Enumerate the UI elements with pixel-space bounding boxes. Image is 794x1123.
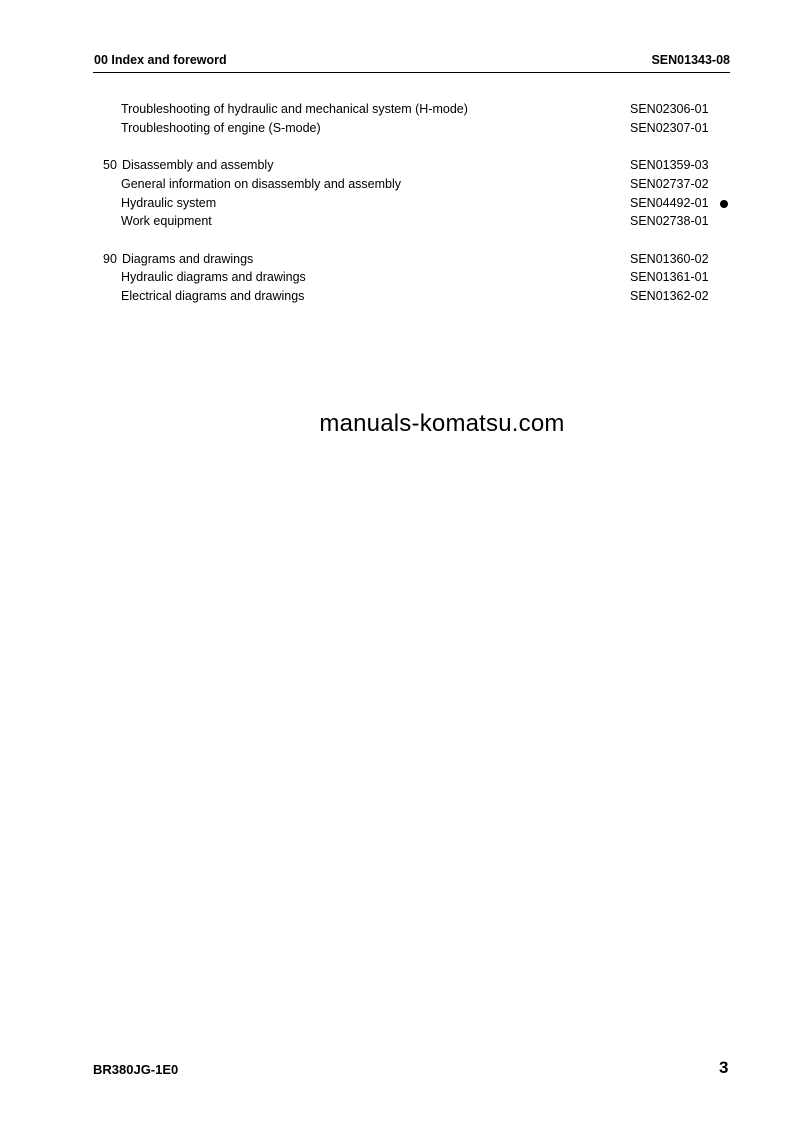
- toc-title: Work equipment: [121, 214, 212, 228]
- watermark-text: manuals-komatsu.com: [319, 410, 565, 437]
- header-divider: [93, 72, 730, 73]
- toc-section-number: 50: [103, 158, 117, 172]
- toc-title: Electrical diagrams and drawings: [121, 289, 305, 303]
- toc-section-number: 90: [103, 252, 117, 266]
- section-title: 00 Index and foreword: [94, 53, 227, 67]
- model-code: BR380JG-1E0: [93, 1062, 179, 1077]
- toc-row: [0, 177, 794, 196]
- toc-row: [0, 102, 794, 121]
- toc-row: [0, 196, 794, 215]
- toc-code: SEN04492-01: [630, 196, 709, 210]
- toc-code: SEN01362-02: [630, 289, 709, 303]
- document-code: SEN01343-08: [651, 53, 730, 67]
- page-number: 3: [719, 1058, 729, 1077]
- toc-code: SEN02306-01: [630, 102, 709, 116]
- toc-title: Troubleshooting of hydraulic and mechanical system (H-mode): [121, 102, 468, 116]
- toc-row: [0, 270, 794, 289]
- toc-code: SEN02737-02: [630, 177, 709, 191]
- toc-code: SEN01360-02: [630, 252, 709, 266]
- toc-row: [0, 121, 794, 140]
- toc-title: General information on disassembly and assembly: [121, 177, 401, 191]
- toc-code: SEN02738-01: [630, 214, 709, 228]
- toc-title: Hydraulic system: [121, 196, 217, 210]
- toc-title: Hydraulic diagrams and drawings: [121, 270, 306, 284]
- toc-row: [0, 289, 794, 308]
- toc-code: SEN02307-01: [630, 121, 709, 135]
- toc-row-section: [0, 252, 794, 271]
- toc-title: Diagrams and drawings: [122, 252, 254, 266]
- toc-row: [0, 214, 794, 233]
- toc-code: SEN01361-01: [630, 270, 709, 284]
- revision-marker-icon: [720, 200, 728, 208]
- toc-title: Disassembly and assembly: [122, 158, 274, 172]
- toc-title: Troubleshooting of engine (S-mode): [121, 121, 321, 135]
- toc-code: SEN01359-03: [630, 158, 709, 172]
- toc-row-section: [0, 158, 794, 177]
- page-header: [93, 53, 730, 70]
